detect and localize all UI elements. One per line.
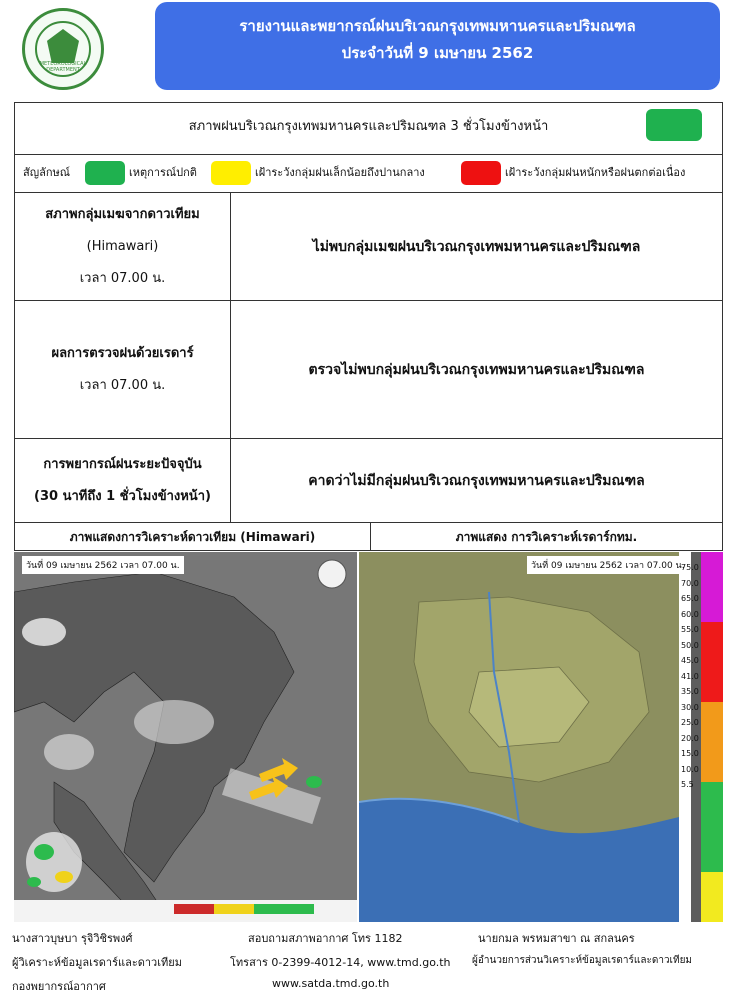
radar-scale-value: 25.0: [681, 718, 699, 727]
radar-row: [15, 301, 722, 439]
analyst-role: ผู้วิเคราะห์ข้อมูลเรดาร์และดาวเทียม: [12, 956, 182, 969]
status-row: [15, 103, 722, 155]
radar-scale-value: 60.0: [681, 609, 699, 619]
legend-swatch-green: [85, 161, 125, 185]
radar-scale-value: 35.0: [681, 687, 699, 696]
satellite-label-time: เวลา 07.00 น.: [79, 270, 166, 286]
satellite-label: [15, 193, 231, 300]
radar-image-timestamp: วันที่ 09 เมษายน 2562 เวลา 07.00 น.: [527, 556, 689, 574]
radar-scale-value: 55.0: [681, 625, 699, 634]
radar-map-graphic: [359, 552, 723, 922]
radar-caption: ภาพแสดง การวิเคราะห์เรดาร์กทม.: [455, 530, 638, 544]
radar-scale-value: 50.0: [681, 640, 699, 650]
legend-text-light-rain: เฝ้าระวังกลุ่มฝนเล็กน้อยถึงปานกลาง: [255, 166, 425, 179]
radar-scale-value: 5.5: [681, 780, 694, 789]
satellite-row: [15, 193, 722, 301]
legend-text-normal: เหตุการณ์ปกติ: [129, 166, 197, 179]
satellite-value: ไม่พบกลุ่มเมฆฝนบริเวณกรุงเทพมหานครและปริมณฑล: [312, 238, 641, 255]
director-name: นายกมล พรหมสาขา ณ สกลนคร: [478, 932, 635, 945]
legend-text-heavy-rain: เฝ้าระวังกลุ่มฝนหนักหรือฝนตกต่อเนื่อง: [505, 166, 686, 179]
header-banner: [155, 2, 720, 90]
nowcast-label: [15, 439, 231, 522]
legend-swatch-yellow: [211, 161, 251, 185]
radar-scale-value: 20.0: [681, 733, 699, 743]
radar-label-time: เวลา 07.00 น.: [79, 377, 166, 393]
radar-label: [15, 301, 231, 438]
contact-satda-link[interactable]: www.satda.tmd.go.th: [272, 977, 390, 990]
report-title: รายงานและพยากรณ์ฝนบริเวณกรุงเทพมหานครและปริมณฑล: [239, 17, 636, 35]
legend-swatch-red: [461, 161, 501, 185]
radar-scale-value: 15.0: [681, 749, 699, 758]
legend-label: สัญลักษณ์: [23, 166, 70, 179]
nowcast-label-line2: (30 นาทีถึง 1 ชั่วโมงข้างหน้า): [34, 488, 211, 504]
satellite-label-line2: (Himawari): [86, 238, 159, 254]
satellite-map-graphic: [14, 552, 357, 922]
radar-scale-value: 70.0: [681, 578, 699, 588]
caption-row: [15, 523, 722, 551]
radar-image: [359, 552, 723, 922]
satellite-image-timestamp: วันที่ 09 เมษายน 2562 เวลา 07.00 น.: [22, 556, 184, 574]
satellite-label-line1: สภาพกลุ่มเมฆจากดาวเทียม: [45, 206, 200, 222]
radar-label-line1: ผลการตรวจฝนด้วยเรดาร์: [51, 345, 194, 361]
legend-row: [15, 155, 722, 193]
analyst-name: นางสาวบุษบา รุจิวิชิรพงศ์: [12, 932, 133, 945]
nowcast-label-line1: การพยากรณ์ฝนระยะปัจจุบัน: [43, 456, 202, 472]
radar-scale-value: 30.0: [681, 702, 699, 712]
report-table: [14, 102, 723, 551]
director-role: ผู้อำนวยการส่วนวิเคราะห์ข้อมูลเรดาร์และดาวเทียม: [472, 955, 693, 966]
satellite-caption: ภาพแสดงการวิเคราะห์ดาวเทียม (Himawari): [15, 523, 371, 551]
nowcast-value: คาดว่าไม่มีกลุ่มฝนบริเวณกรุงเทพมหานครและปริมณฑล: [308, 472, 645, 489]
contact-phone: สอบถามสภาพอากาศ โทร 1182: [248, 932, 403, 945]
nowcast-row: [15, 439, 722, 523]
radar-scale-value: 10.0: [681, 764, 699, 774]
report-date: ประจำวันที่ 9 เมษายน 2562: [341, 44, 534, 62]
radar-scale: [681, 560, 701, 793]
status-title: สภาพฝนบริเวณกรุงเทพมหานครและปริมณฑล 3 ชั่วโมงข้างหน้า: [188, 119, 549, 134]
analyst-department: กองพยากรณ์อากาศ: [12, 980, 106, 993]
current-status-indicator: [646, 109, 702, 141]
radar-scale-value: 41.0: [681, 671, 699, 681]
radar-value: ตรวจไม่พบกลุ่มฝนบริเวณกรุงเทพมหานครและปริมณฑล: [308, 361, 645, 378]
analysis-images: [14, 552, 723, 922]
tmd-logo: [22, 8, 104, 90]
radar-scale-value: 45.0: [681, 656, 699, 665]
radar-scale-value: 65.0: [681, 594, 699, 603]
contact-fax-web[interactable]: โทรสาร 0-2399-4012-14, www.tmd.go.th: [230, 956, 451, 969]
radar-scale-value: 75.0: [681, 563, 699, 572]
satellite-image: [14, 552, 357, 922]
logo-text: METEOROLOGICAL DEPARTMENT: [39, 61, 87, 73]
